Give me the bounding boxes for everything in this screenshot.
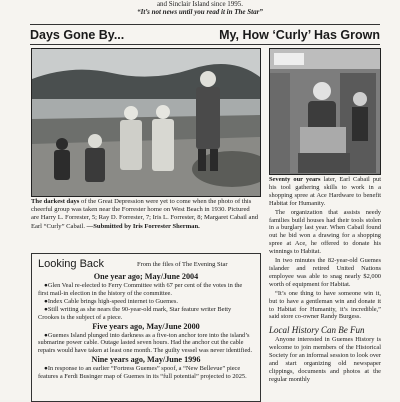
historic-group-photo [31, 48, 261, 197]
caption-text: of the Great Depression were yet to come when the photo of this cheerful group was taken near the Forrester home on West Beach in 1930. Pictured are Harry L. Forrester, 5; Ray D. Forrester, 7; Iris L. Forrester, 8; Margaret Cabail and Earl “Curly” Cabail. [31, 198, 259, 230]
caption-lead: The darkest days [31, 198, 80, 205]
store-photo-illustration [270, 49, 380, 174]
looking-back-body [38, 272, 254, 381]
item-text: Still writing as she nears the 90-year-old mark, Star feature writer Betty Crookes is the subject of a piece. [38, 305, 232, 321]
looking-back-title: Looking Back [38, 258, 105, 270]
item-text: In response to an earlier “Fortress Guemes” spoof, a “New Bellevue” piece features a Ferdi Businger map of Guemes in its “full potential” projected to 2025. [38, 365, 247, 381]
list-item: ●Glen Veal re-elected to Ferry Committee with 67 per cent of the votes in the first mail-in election in the history of the committee. [38, 282, 243, 297]
masthead-line-1: and Sinclair Island since 1995. [156, 0, 244, 8]
caption-credit: —Submitted by Iris Forrester Sherman. [86, 222, 200, 230]
side-story-paragraph: Anyone interested in Guemes History is welcome to join members of the Historical Society for an informal session to look over and start organizing old newspaper clippings, documents and photos at the regular monthly [269, 336, 381, 383]
local-history-heading: Local History Can Be Fun [269, 325, 365, 336]
side-story-paragraph: In two minutes the 82-year-old Guemes islander and retired United Nations employee was able to snag nearly $2,000 worth of equipment for Habitat. [269, 257, 381, 288]
top-rule [30, 24, 380, 25]
curly-heading: My, How ‘Curly’ Has Grown [219, 28, 380, 42]
item-text: Index Cable brings high-speed internet to Guemes. [47, 297, 178, 305]
list-item: ●Index Cable brings high-speed internet to Guemes. [44, 297, 178, 305]
side-story-lead: Seventy our years [269, 176, 321, 183]
year-heading-2004: One year ago; May/June 2004 [93, 272, 199, 281]
side-story-paragraph: The organization that assists needy families build houses had their tools stolen in a burglary last year. When Cabail found out he bid won a drawing for a shopping spree at Ace, he offered to donate his winnings to Habitat. [269, 208, 381, 256]
days-gone-by-heading: Days Gone By... [30, 28, 125, 42]
list-item: ●Still writing as she nears the 90-year-old mark, Star feature writer Betty Crookes is the subject of a piece. [38, 305, 232, 321]
masthead [0, 0, 400, 22]
item-text: Guemes Island plunged into darkness as a five-ton anchor tore into the island’s submarine power cable. Outage lasted seven hours. Had the anchor cut the cable repairs would have taken at least one month. The guilty vessel was never identified. [38, 331, 253, 355]
side-story-paragraph [269, 176, 381, 208]
cabail-store-photo [269, 48, 381, 175]
section-headings [30, 26, 380, 46]
year-heading-1996: Nine years ago, May/June 1996 [91, 355, 201, 365]
side-story-paragraph: “It’s one thing to have someone win it, but to have a gentleman win and donate it to Habitat for Humanity, it’s incredible,” said store co-owner Randy Burgess. [269, 289, 381, 321]
list-item: ●In response to an earlier “Fortress Guemes” spoof, a “New Bellevue” piece features a Ferdi Businger map of Guemes in its “full potential” projected to 2025. [38, 365, 247, 381]
paragraph-text: later, Earl Cabail put his tool gathering skills to work in a shopping spree at Ace Hardware to benefit Habitat for Humanity. [269, 176, 381, 207]
heading-rule [30, 44, 380, 45]
masthead-slogan: “It’s not news until you read it in The Star” [137, 8, 263, 16]
historic-photo-illustration [32, 49, 260, 196]
year-heading-2000: Five years ago, May/June 2000 [92, 321, 200, 331]
looking-back-box [31, 253, 261, 402]
item-text: Glen Veal re-elected to Ferry Committee with 67 per cent of the votes in the first mail-in election in the history of the committee. [38, 282, 243, 297]
side-story-column [269, 176, 381, 385]
list-item: ●Guemes Island plunged into darkness as a five-ton anchor tore into the island’s submarine power cable. Outage lasted seven hours. Had the anchor cut the cable repairs would have taken at least one month. The guilty vessel was never identified. [38, 331, 253, 355]
photo-caption [31, 198, 259, 231]
looking-back-source: From the files of The Evening Star [137, 261, 228, 268]
